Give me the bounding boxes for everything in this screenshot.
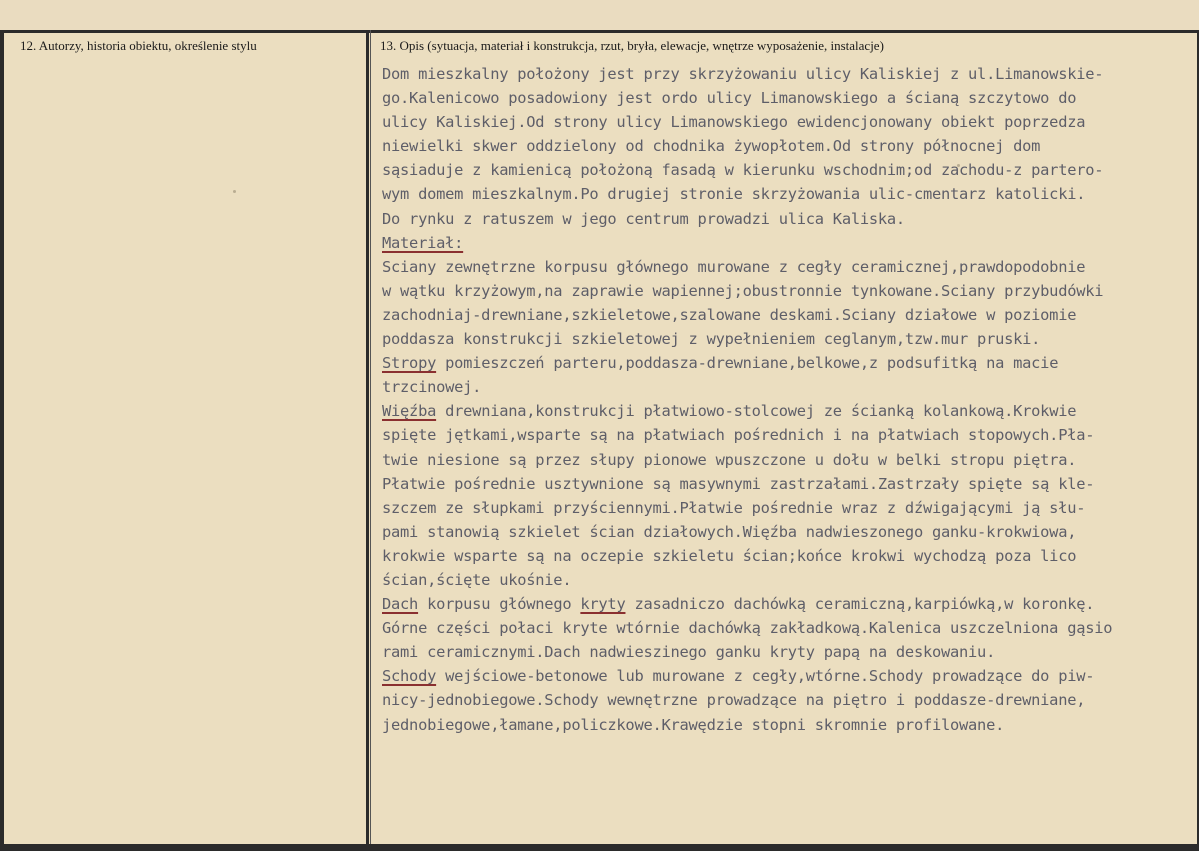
text-line: sąsiaduje z kamienicą położoną fasadą w kierunku wschodnim;od zachodu-z partero-	[382, 161, 1104, 180]
text-line: Do rynku z ratuszem w jego centrum prowadzi ulica Kaliska.	[382, 209, 905, 228]
description-text	[382, 62, 1197, 737]
text-line: szczem ze słupkami przyściennymi.Płatwie pośrednie wraz z dźwigającymi ją słu-	[382, 498, 1086, 517]
text-line: Dach korpusu głównego kryty zasadniczo dachówką ceramiczną,karpiówką,w koronkę.	[382, 595, 1095, 614]
text-line: nicy-jednobiegowe.Schody wewnętrzne prowadzące na piętro i poddasze-drewniane,	[382, 691, 1086, 710]
section-12-heading: 12. Autorzy, historia obiektu, określenie stylu	[20, 38, 257, 53]
text-line: go.Kalenicowo posadowiony jest ordo ulicy Limanowskiego a ścianą szczytowo do	[382, 89, 1077, 108]
text-line: ścian,ścięte ukośnie.	[382, 570, 572, 589]
bottom-border	[0, 844, 1199, 851]
top-margin	[0, 0, 1199, 32]
text-line: niewielki skwer oddzielony od chodnika żywopłotem.Od strony północnej dom	[382, 137, 1041, 156]
text-line: trzcinowej.	[382, 378, 482, 397]
text-line: spięte jętkami,wsparte są na płatwiach pośrednich i na płatwiach stopowych.Pła-	[382, 426, 1095, 445]
text-line: poddasza konstrukcji szkieletowej z wypełnieniem ceglanym,tzw.mur pruski.	[382, 330, 1041, 349]
text-line: wym domem mieszkalnym.Po drugiej stronie skrzyżowania ulic-cmentarz katolicki.	[382, 185, 1086, 204]
underlined-term: Więźba	[382, 402, 437, 421]
text-line: w wątku krzyżowym,na zaprawie wapiennej;obustronnie tynkowane.Sciany przybudówki	[382, 281, 1104, 300]
top-border	[0, 30, 1199, 33]
text-line: rami ceramicznymi.Dach nadwieszinego ganku kryty papą na deskowaniu.	[382, 643, 996, 662]
text-line: Płatwie pośrednie usztywnione są masywnymi zastrzałami.Zastrzały spięte są kle-	[382, 474, 1095, 493]
column-divider	[366, 30, 369, 844]
underlined-term: Schody	[382, 667, 437, 686]
text-line: Górne części połaci kryte wtórnie dachówką zakładkową.Kalenica uszczelniona gąsio	[382, 619, 1113, 638]
text-line: Stropy pomieszczeń parteru,poddasza-drewniane,belkowe,z podsufitką na macie	[382, 354, 1059, 373]
text-line: twie niesione są przez słupy pionowe wpuszczone u dołu w belki stropu piętra.	[382, 450, 1077, 469]
column-divider-inner	[370, 30, 371, 844]
text-line: Więźba drewniana,konstrukcji płatwiowo-stolcowej ze ścianką kolankową.Krokwie	[382, 402, 1077, 421]
text-line: Dom mieszkalny położony jest przy skrzyżowaniu ulicy Kaliskiej z ul.Limanowskie-	[382, 65, 1104, 83]
text-line: Schody wejściowe-betonowe lub murowane z cegły,wtórne.Schody prowadzące do piw-	[382, 667, 1095, 686]
text-line: jednobiegowe,łamane,policzkowe.Krawędzie stopni skromnie profilowane.	[382, 715, 1005, 734]
text-line: pami stanowią szkielet ścian działowych.Więźba nadwieszonego ganku-krokwiowa,	[382, 522, 1077, 541]
text-line: ulicy Kaliskiej.Od strony ulicy Limanowskiego ewidencjonowany obiekt poprzedza	[382, 113, 1086, 132]
underlined-term: Dach	[382, 595, 419, 614]
underlined-term: Stropy	[382, 354, 437, 373]
text-line: zachodniaj-drewniane,szkieletowe,szalowane deskami.Sciany działowe w poziomie	[382, 305, 1077, 324]
underlined-term: Materiał:	[382, 233, 464, 252]
text-line: krokwie wsparte są na oczepie szkieletu ścian;końce krokwi wychodzą poza lico	[382, 546, 1077, 565]
left-border	[0, 30, 4, 851]
text-line: Sciany zewnętrzne korpusu głównego murowane z cegły ceramicznej,prawdopodobnie	[382, 257, 1086, 276]
section-13-heading: 13. Opis (sytuacja, materiał i konstrukcja, rzut, bryła, elewacje, wnętrze wyposażenie, instalacje)	[380, 38, 884, 53]
text-line	[382, 231, 1197, 255]
paper-speck	[233, 190, 236, 193]
underlined-term: kryty	[580, 595, 626, 614]
